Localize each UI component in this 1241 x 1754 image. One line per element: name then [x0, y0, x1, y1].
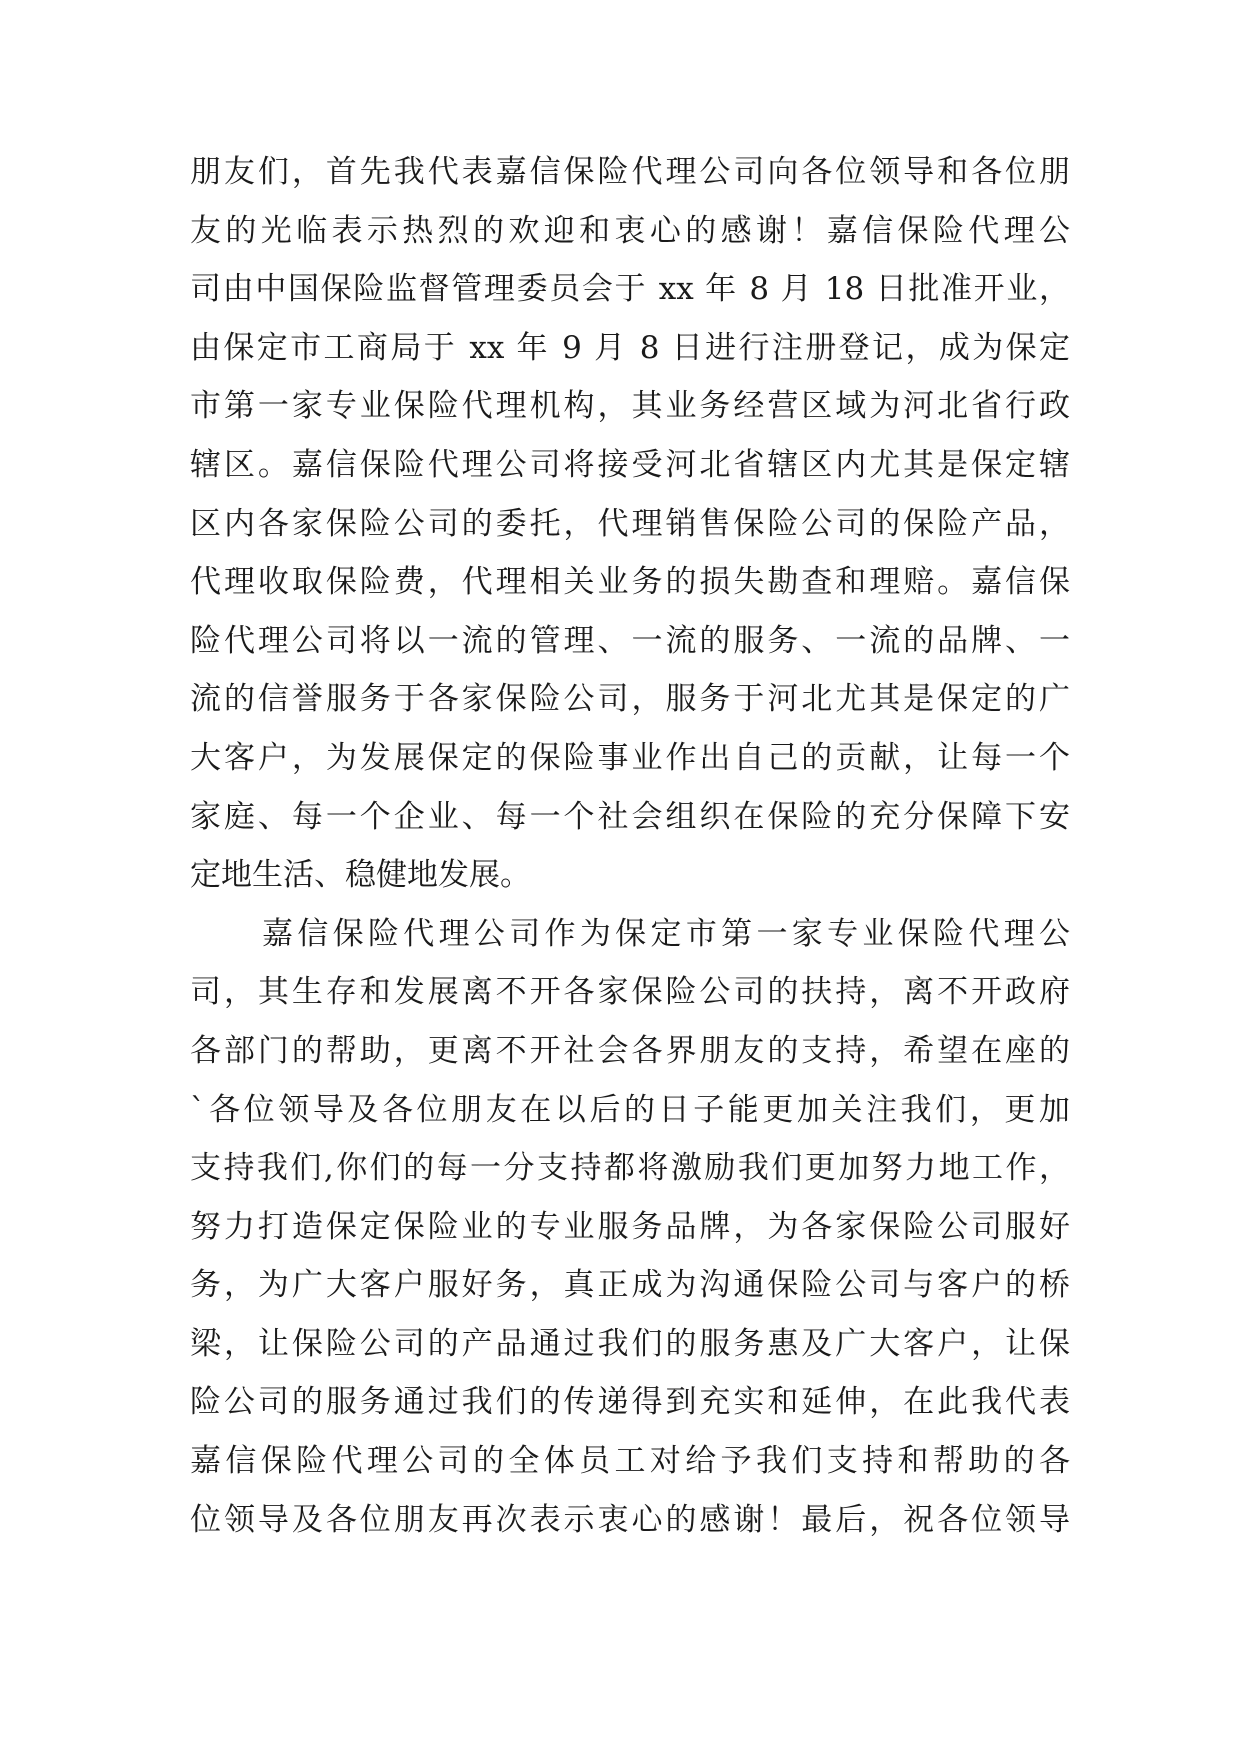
- text-line: 朋友们，首先我代表嘉信保险代理公司向各位领导和各位朋: [190, 154, 1070, 190]
- text-line: 大客户，为发展保定的保险事业作出自己的贡献，让每一个: [190, 739, 1070, 776]
- paragraph-2: [190, 905, 1070, 1550]
- text-line: 司由中国保险监督管理委员会于 xx 年 8 月 18 日批准开业，: [190, 271, 1070, 308]
- text-line: 流的信誉服务于各家保险公司，服务于河北尤其是保定的广: [190, 681, 1070, 718]
- body-text: [190, 143, 1070, 1549]
- text-line: 梁，让保险公司的产品通过我们的服务惠及广大客户，让保: [190, 1325, 1070, 1362]
- text-line: 司，其生存和发展离不开各家保险公司的扶持，离不开政府: [190, 974, 1070, 1011]
- text-line: 险代理公司将以一流的管理、一流的服务、一流的品牌、一: [190, 622, 1070, 659]
- text-line: 各部门的帮助，更离不开社会各界朋友的支持，希望在座的: [190, 1032, 1070, 1069]
- text-line: 嘉信保险代理公司作为保定市第一家专业保险代理公: [262, 915, 1070, 952]
- text-line: 由保定市工商局于 xx 年 9 月 8 日进行注册登记，成为保定: [190, 329, 1070, 366]
- text-line: 代理收取保险费，代理相关业务的损失勘查和理赔。嘉信保: [190, 564, 1070, 601]
- text-line: 家庭、每一个企业、每一个社会组织在保险的充分保障下安: [190, 798, 1070, 835]
- text-line: 位领导及各位朋友再次表示衷心的感谢！最后，祝各位领导: [190, 1501, 1070, 1538]
- text-line: 市第一家专业保险代理机构，其业务经营区域为河北省行政: [190, 388, 1070, 425]
- text-line: `各位领导及各位朋友在以后的日子能更加关注我们，更加: [190, 1091, 1070, 1128]
- text-line: 努力打造保定保险业的专业服务品牌，为各家保险公司服好: [190, 1208, 1070, 1245]
- paragraph-1: [190, 143, 1070, 905]
- text-line: 友的光临表示热烈的欢迎和衷心的感谢！嘉信保险代理公: [190, 212, 1070, 249]
- text-line: 险公司的服务通过我们的传递得到充实和延伸，在此我代表: [190, 1384, 1070, 1421]
- text-line: 嘉信保险代理公司的全体员工对给予我们支持和帮助的各: [190, 1443, 1070, 1480]
- text-line: 辖区。嘉信保险代理公司将接受河北省辖区内尤其是保定辖: [190, 446, 1070, 483]
- text-line: 支持我们,你们的每一分支持都将激励我们更加努力地工作，: [190, 1150, 1070, 1187]
- text-line: 务，为广大客户服好务，真正成为沟通保险公司与客户的桥: [190, 1267, 1070, 1304]
- text-line: 定地生活、稳健地发展。: [190, 857, 531, 894]
- text-line: 区内各家保险公司的委托，代理销售保险公司的保险产品，: [190, 505, 1070, 542]
